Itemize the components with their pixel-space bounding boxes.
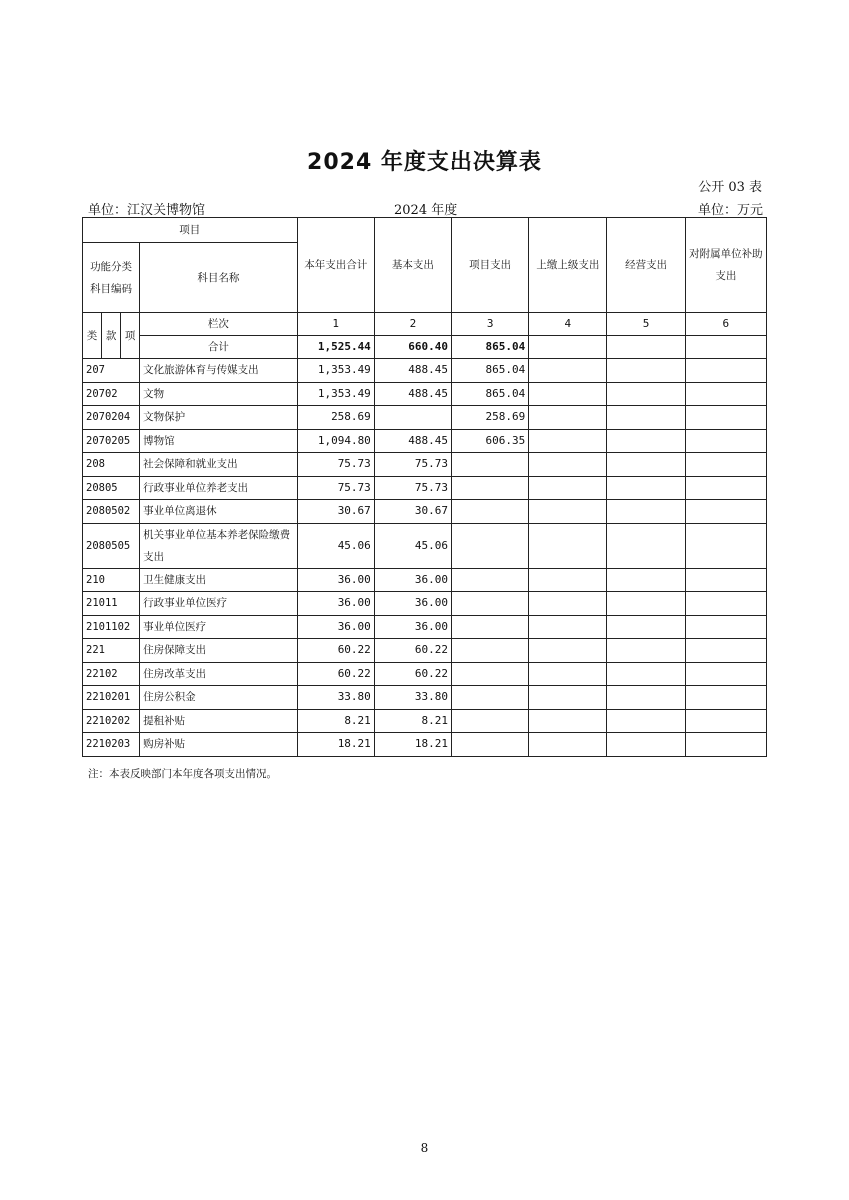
subsidy-cell (685, 592, 766, 616)
business-cell (607, 568, 685, 592)
subject-name: 住房改革支出 (140, 662, 297, 686)
subsidy-cell (685, 709, 766, 733)
subject-name: 购房补贴 (140, 733, 297, 757)
basic-cell: 488.45 (374, 359, 451, 383)
basic-cell: 488.45 (374, 429, 451, 453)
table-row (83, 500, 767, 524)
subject-name: 社会保障和就业支出 (140, 453, 297, 477)
subject-code: 2080502 (83, 500, 140, 524)
subject-name: 行政事业单位养老支出 (140, 476, 297, 500)
table-row (83, 406, 767, 430)
upper-cell (529, 359, 607, 383)
basic-cell: 45.06 (374, 523, 451, 568)
header-project: 项目 (83, 218, 298, 243)
unit-line (86, 199, 763, 217)
subsidy-cell (685, 639, 766, 663)
header-function-code: 功能分类科目编码 (83, 243, 140, 313)
column-number: 1 (297, 313, 374, 336)
subsidy-cell (685, 359, 766, 383)
subject-name: 住房保障支出 (140, 639, 297, 663)
table-row (83, 429, 767, 453)
project-cell (452, 500, 529, 524)
subsidy-cell (685, 733, 766, 757)
business-cell (607, 453, 685, 477)
project-cell (452, 662, 529, 686)
upper-cell (529, 568, 607, 592)
upper-cell (529, 686, 607, 710)
total-subsidy-cell (685, 336, 766, 359)
subject-name: 住房公积金 (140, 686, 297, 710)
subject-code: 21011 (83, 592, 140, 616)
table-row (83, 476, 767, 500)
page-number: 8 (420, 1141, 429, 1155)
subject-code: 2101102 (83, 615, 140, 639)
table-row (83, 733, 767, 757)
header-xiang: 项 (121, 313, 140, 359)
project-cell (452, 709, 529, 733)
total-upper-cell (529, 336, 607, 359)
subsidy-cell (685, 568, 766, 592)
basic-cell: 18.21 (374, 733, 451, 757)
header-total: 本年支出合计 (297, 218, 374, 313)
basic-cell: 60.22 (374, 639, 451, 663)
subject-code: 2210202 (83, 709, 140, 733)
basic-cell: 36.00 (374, 592, 451, 616)
total-cell: 1,094.80 (297, 429, 374, 453)
subject-name: 文化旅游体育与传媒支出 (140, 359, 297, 383)
business-cell (607, 500, 685, 524)
total-cell: 1,353.49 (297, 359, 374, 383)
total-project-cell: 865.04 (452, 336, 529, 359)
business-cell (607, 476, 685, 500)
subject-code: 2210203 (83, 733, 140, 757)
subject-code: 2070205 (83, 429, 140, 453)
subject-code: 2070204 (83, 406, 140, 430)
business-cell (607, 733, 685, 757)
project-cell: 865.04 (452, 359, 529, 383)
table-row (83, 568, 767, 592)
business-cell (607, 639, 685, 663)
table-row (83, 662, 767, 686)
total-cell: 33.80 (297, 686, 374, 710)
basic-cell: 488.45 (374, 382, 451, 406)
basic-cell (374, 406, 451, 430)
table-row (83, 639, 767, 663)
total-cell: 45.06 (297, 523, 374, 568)
project-cell (452, 639, 529, 663)
total-cell: 36.00 (297, 568, 374, 592)
subject-name: 机关事业单位基本养老保险缴费支出 (140, 523, 297, 568)
subsidy-cell (685, 406, 766, 430)
page-title: 2024 年度支出决算表 (307, 150, 542, 175)
subsidy-cell (685, 686, 766, 710)
table-row (83, 523, 767, 568)
table-row (83, 686, 767, 710)
subject-name: 文物保护 (140, 406, 297, 430)
basic-cell: 36.00 (374, 615, 451, 639)
header-kuan: 款 (102, 313, 121, 359)
column-number: 2 (374, 313, 451, 336)
total-basic-cell: 660.40 (374, 336, 451, 359)
table-note: 注：本表反映部门本年度各项支出情况。 (88, 768, 277, 780)
upper-cell (529, 639, 607, 663)
total-cell: 75.73 (297, 453, 374, 477)
project-cell (452, 615, 529, 639)
header-business: 经营支出 (607, 218, 685, 313)
subject-name: 提租补贴 (140, 709, 297, 733)
basic-cell: 36.00 (374, 568, 451, 592)
total-business-cell (607, 336, 685, 359)
subsidy-cell (685, 615, 766, 639)
upper-cell (529, 662, 607, 686)
business-cell (607, 615, 685, 639)
subject-code: 221 (83, 639, 140, 663)
table-row (83, 453, 767, 477)
subsidy-cell (685, 500, 766, 524)
business-cell (607, 686, 685, 710)
subject-code: 207 (83, 359, 140, 383)
upper-cell (529, 523, 607, 568)
upper-cell (529, 592, 607, 616)
upper-cell (529, 500, 607, 524)
project-cell (452, 453, 529, 477)
total-cell: 1,353.49 (297, 382, 374, 406)
table-row (83, 359, 767, 383)
total-cell: 258.69 (297, 406, 374, 430)
expenditure-table (82, 217, 767, 757)
subsidy-cell (685, 523, 766, 568)
business-cell (607, 429, 685, 453)
project-cell: 258.69 (452, 406, 529, 430)
column-number: 3 (452, 313, 529, 336)
subsidy-cell (685, 453, 766, 477)
table-row (83, 592, 767, 616)
basic-cell: 30.67 (374, 500, 451, 524)
basic-cell: 75.73 (374, 453, 451, 477)
money-unit: 单位：万元 (697, 203, 763, 218)
upper-cell (529, 709, 607, 733)
total-cell: 30.67 (297, 500, 374, 524)
subject-code: 210 (83, 568, 140, 592)
subject-code: 2080505 (83, 523, 140, 568)
year-label: 2024 年度 (394, 203, 458, 218)
basic-cell: 33.80 (374, 686, 451, 710)
upper-cell (529, 476, 607, 500)
header-project-exp: 项目支出 (452, 218, 529, 313)
upper-cell (529, 453, 607, 477)
column-number: 4 (529, 313, 607, 336)
subject-code: 22102 (83, 662, 140, 686)
header-heji: 合计 (140, 336, 297, 359)
column-number: 5 (607, 313, 685, 336)
subsidy-cell (685, 476, 766, 500)
total-cell: 8.21 (297, 709, 374, 733)
subject-name: 卫生健康支出 (140, 568, 297, 592)
totals-row (83, 336, 767, 359)
subject-code: 2210201 (83, 686, 140, 710)
project-cell: 606.35 (452, 429, 529, 453)
subject-name: 事业单位医疗 (140, 615, 297, 639)
header-upper: 上缴上级支出 (529, 218, 607, 313)
total-cell: 36.00 (297, 615, 374, 639)
subsidy-cell (685, 662, 766, 686)
total-cell: 36.00 (297, 592, 374, 616)
basic-cell: 60.22 (374, 662, 451, 686)
subject-name: 事业单位离退休 (140, 500, 297, 524)
table-row (83, 709, 767, 733)
project-cell (452, 568, 529, 592)
upper-cell (529, 429, 607, 453)
subject-name: 文物 (140, 382, 297, 406)
table-row (83, 615, 767, 639)
total-cell: 1,525.44 (297, 336, 374, 359)
business-cell (607, 709, 685, 733)
business-cell (607, 523, 685, 568)
total-cell: 60.22 (297, 639, 374, 663)
header-lanci: 栏次 (140, 313, 297, 336)
upper-cell (529, 615, 607, 639)
total-cell: 75.73 (297, 476, 374, 500)
header-subsidy: 对附属单位补助支出 (685, 218, 766, 313)
project-cell (452, 592, 529, 616)
column-number: 6 (685, 313, 766, 336)
basic-cell: 75.73 (374, 476, 451, 500)
total-cell: 18.21 (297, 733, 374, 757)
header-row-3 (83, 313, 767, 336)
subject-code: 20702 (83, 382, 140, 406)
unit-name: 单位：江汉关博物馆 (88, 203, 206, 218)
upper-cell (529, 406, 607, 430)
subject-code: 208 (83, 453, 140, 477)
project-cell (452, 733, 529, 757)
business-cell (607, 592, 685, 616)
subsidy-cell (685, 429, 766, 453)
project-cell (452, 476, 529, 500)
business-cell (607, 359, 685, 383)
business-cell (607, 662, 685, 686)
project-cell: 865.04 (452, 382, 529, 406)
project-cell (452, 686, 529, 710)
business-cell (607, 406, 685, 430)
header-subject-name: 科目名称 (140, 243, 297, 313)
subsidy-cell (685, 382, 766, 406)
subject-name: 博物馆 (140, 429, 297, 453)
project-cell (452, 523, 529, 568)
upper-cell (529, 382, 607, 406)
subject-name: 行政事业单位医疗 (140, 592, 297, 616)
basic-cell: 8.21 (374, 709, 451, 733)
business-cell (607, 382, 685, 406)
upper-cell (529, 733, 607, 757)
header-row-1 (83, 218, 767, 243)
table-row (83, 382, 767, 406)
header-basic: 基本支出 (374, 218, 451, 313)
table-code: 公开 03 表 (698, 180, 762, 195)
total-cell: 60.22 (297, 662, 374, 686)
header-lei: 类 (83, 313, 102, 359)
subject-code: 20805 (83, 476, 140, 500)
